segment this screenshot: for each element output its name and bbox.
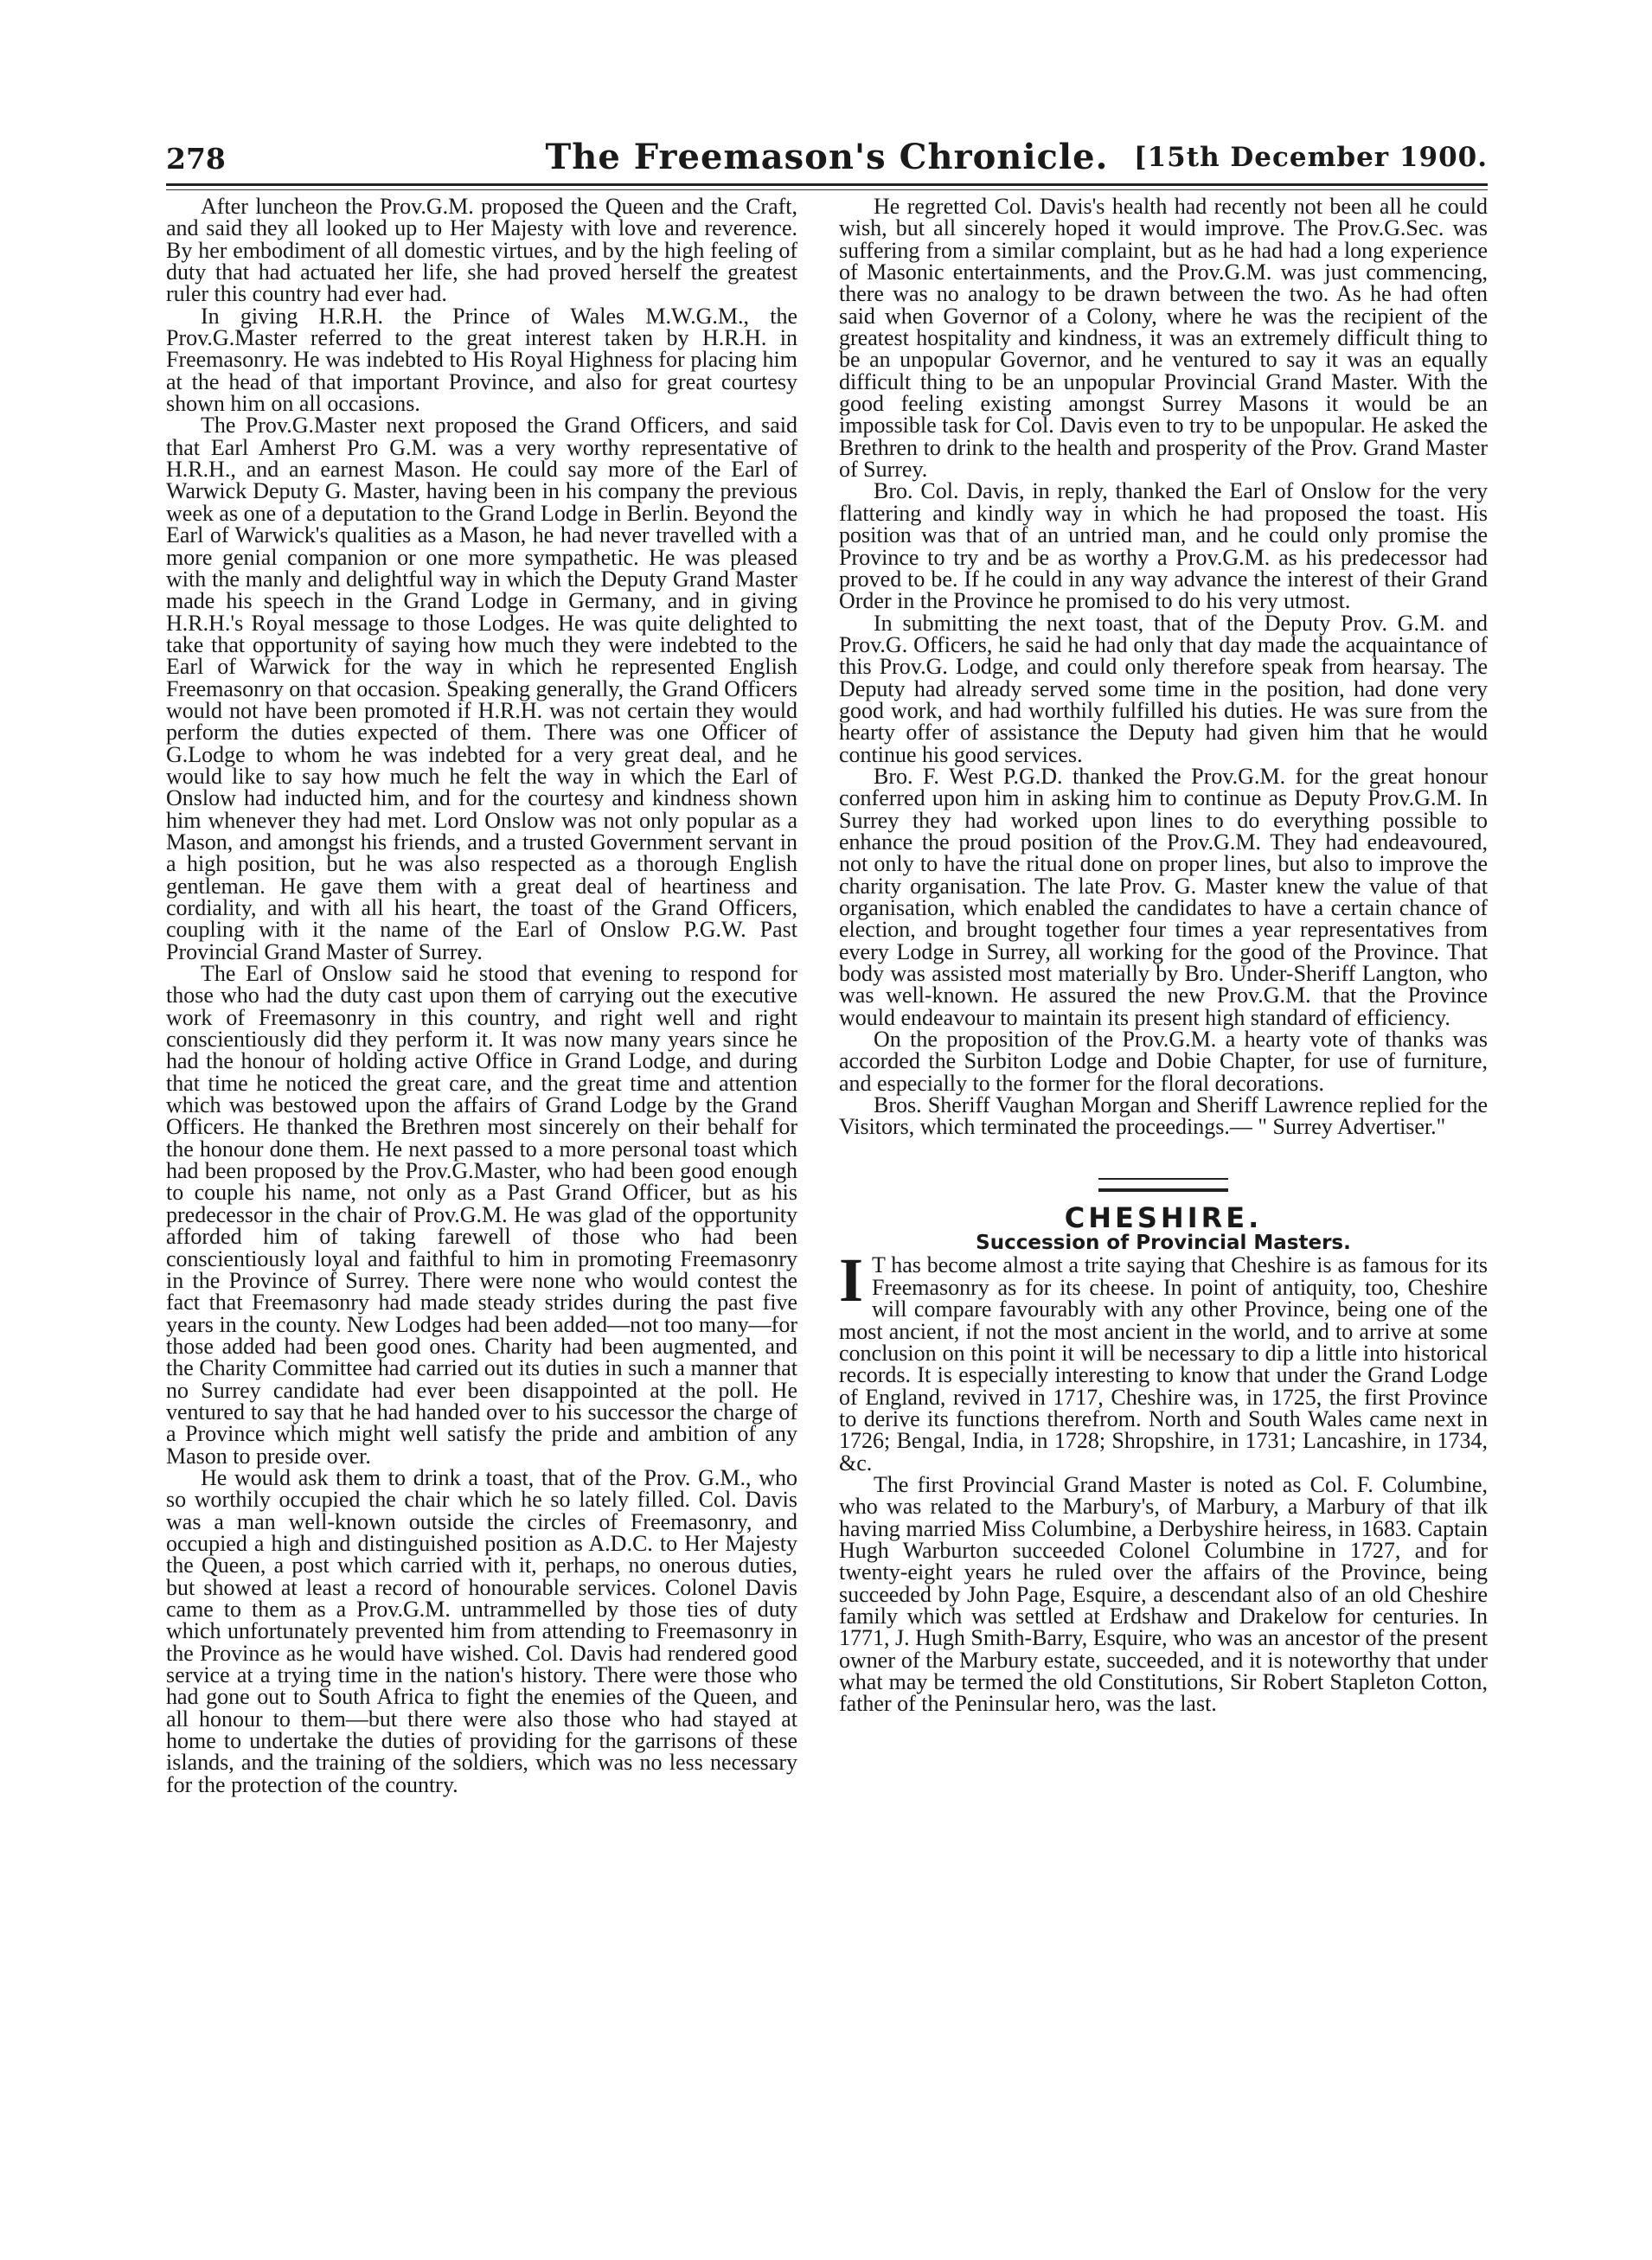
article-paragraph: He regretted Col. Davis's health had recently not been all he could wish, but all sincerely hoped it would improve. The Prov.G.Sec. was suffering from a similar complaint, but as he had had a long experience of Masonic entertainments, and the Prov.G.M. was just commencing, there was no analogy to be drawn between the two. As he had often said when Governor of a Colony, where he was the recipient of the greatest hospitality and kindness, it was an extremely difficult thing to be an unpopular Governor, and he ventured to say it was an equally difficult thing to be an unpopular Provincial Grand Master. With the good feeling existing amongst Surrey Masons it would be an impossible task for Col. Davis even to try to be unpopular. He asked the Brethren to drink to the health and prosperity of the Prov. Grand Master of Surrey. [839,194,1488,483]
article-paragraph: On the proposition of the Prov.G.M. a hearty vote of thanks was accorded the Surbiton Lodge and Dobie Chapter, for use of furniture, and especially to the former for the floral decorations. [839,1027,1488,1096]
section-ornament-rule [1098,1178,1228,1192]
section-opening-text: T has become almost a trite saying that Cheshire is as famous for its Freemasonry as for its cheese. In point of antiquity, too, Cheshire will compare favourably with any other Province, being one of the most ancient, if not the most ancient in the world, and to arrive at some conclusion on this point it will be necessary to dip a little into historical records. It is especially interesting to know that under the Grand Lodge of England, revived in 1717, Cheshire was, in 1725, the first Province to derive its functions therefrom. North and South Wales came next in 1726; Bengal, India, in 1728; Shropshire, in 1731; Lancashire, in 1734, &c. [839,1252,1488,1476]
article-paragraph: The Prov.G.Master next proposed the Grand Officers, and said that Earl Amherst Pro G.M. was a very worthy representative of H.R.H., and an earnest Mason. He could say more of the Earl of Warwick Deputy G. Master, having been in his company the previous week as one of a deputation to the Grand Lodge in Berlin. Beyond the Earl of Warwick's qualities as a Mason, he had never travelled with a more genial companion or one more sympathetic. He was pleased with the manly and delightful way in which the Deputy Grand Master made his speech in the Grand Lodge in Germany, and in giving H.R.H.'s Royal message to those Lodges. He was quite delighted to take that opportunity of saying how much they were indebted to the Earl of Warwick for the way in which he represented English Freemasonry on that occasion. Speaking generally, the Grand Officers would not have been promoted if H.R.H. was not certain they would perform the duties expected of them. There was one Officer of G.Lodge to whom he was indebted for a very great deal, and he would like to say how much he felt the way in which the Earl of Onslow had inducted him, and for the courtesy and kindness shown him whenever they had met. Lord Onslow was not only popular as a Mason, and amongst his friends, and a trusted Government servant in a high position, but he was also respected as a thorough English gentleman. He gave them with a great deal of heartiness and cordiality, and with all his heart, the toast of the Grand Officers, coupling with it the name of the Earl of Onslow P.G.W. Past Provincial Grand Master of Surrey. [166,413,797,964]
section-opening-paragraph [839,1245,1488,1476]
article-paragraph: Bros. Sheriff Vaughan Morgan and Sheriff Lawrence replied for the Visitors, which terminated the proceedings.— " Surrey Advertiser." [839,1092,1488,1140]
page-number: 278 [166,142,226,176]
header-rule-thin [166,189,1488,190]
article-paragraph: The Earl of Onslow said he stood that evening to respond for those who had the duty cast upon them of carrying out the executive work of Freemasonry in this country, and right well and right conscientiously did they perform it. It was now many years since he had the honour of holding active Office in Grand Lodge, and during that time he noticed the great care, and the great time and attention which was bestowed upon the affairs of Grand Lodge by the Grand Officers. He thanked the Brethren most sincerely on their behalf for the honour done them. He next passed to a more personal toast which had been proposed by the Prov.G.Master, who had been good enough to couple his name, not only as a Past Grand Officer, but as his predecessor in the chair of Prov.G.M. He was glad of the opportunity afforded him of taking farewell of those who had been conscientiously loyal and faithful to him in promoting Freemasonry in the Province of Surrey. There were none who would contest the fact that Freemasonry had made steady strides during the past five years in the county. New Lodges had been added—not too many—for those added had been good ones. Charity had been augmented, and the Charity Committee had carried out its duties in such a manner that no Surrey candidate had ever been disappointed at the poll. He ventured to say that he had handed over to his successor the charge of a Province which might well satisfy the pride and ambition of any Mason to preside over. [166,961,797,1469]
article-paragraph: Bro. Col. Davis, in reply, thanked the Earl of Onslow for the very flattering and kindly way in which he had proposed the toast. His position was that of an untried man, and he could only promise the Province to try and be as worthy a Prov.G.M. as his predecessor had proved to be. If he could in any way advance the interest of their Grand Order in the Province he promised to do his very utmost. [839,478,1488,614]
right-column [839,195,1488,1715]
header-rule [166,183,1488,186]
article-paragraph: He would ask them to drink a toast, that of the Prov. G.M., who so worthily occupied the chair which he so lately filled. Col. Davis was a man well-known outside the circles of Freemasonry, and occupied a high and distinguished position as A.D.C. to Her Majesty the Queen, a post which carried with it, perhaps, no onerous duties, but showed at least a record of honourable services. Colonel Davis came to them as a Prov.G.M. untrammelled by those ties of duty which unfortunately prevented him from attending to Freemasonry in the Province as he would have wished. Col. Davis had rendered good service at a trying time in the nation's history. There were those who had gone out to South Africa to fight the enemies of the Queen, and all honour to them—but there were also those who had stayed at home to undertake the duties of providing for the garrisons of these islands, and the training of the soldiers, which was no less necessary for the protection of the country. [166,1464,797,1797]
article-paragraph: Bro. F. West P.G.D. thanked the Prov.G.M. for the great honour conferred upon him in asking him to continue as Deputy Prov.G.M. In Surrey they had worked upon lines to do everything possible to enhance the proud position of the Prov.G.M. They had endeavoured, not only to have the ritual done on proper lines, but also to improve the charity organisation. The late Prov. G. Master knew the value of that organisation, which enabled the candidates to have a certain chance of election, and brought together four times a year representatives from every Lodge in Surrey, all working for the good of the Province. That body was assisted most materially by Bro. Under-Sheriff Langton, who was well-known. He assured the new Prov.G.M. that the Province would endeavour to maintain its present high standard of efficiency. [839,763,1488,1030]
article-paragraph: In giving H.R.H. the Prince of Wales M.W.G.M., the Prov.G.Master referred to the great interest taken by H.R.H. in Freemasonry. He was indebted to His Royal Highness for placing him at the head of that important Province, and also for great courtesy shown him on all occasions. [166,303,797,417]
article-paragraph: The first Provincial Grand Master is noted as Col. F. Columbine, who was related to the Marbury's, of Marbury, a Marbury of that ilk having married Miss Columbine, a Derbyshire heiress, in 1683. Captain Hugh Warburton succeeded Colonel Columbine in 1727, and for twenty-eight years he ruled over the affairs of the Province, being succeeded by John Page, Esquire, a descendant also of an old Cheshire family which was settled at Erdshaw and Drakelow for centuries. In 1771, J. Hugh Smith-Barry, Esquire, who was an ancestor of the present owner of the Marbury estate, succeeded, and it is noteworthy that under what may be termed the old Constitutions, Sir Robert Stapleton Cotton, father of the Peninsular hero, was the last. [839,1471,1488,1717]
masthead-title: The Freemason's Chronicle. [545,137,1109,177]
issue-date: [15th December 1900. [1133,142,1488,173]
section-heading: CHESHIRE. [1064,1200,1263,1234]
article-paragraph: After luncheon the Prov.G.M. proposed the Queen and the Craft, and said they all looked up to Her Majesty with love and reverence. By her embodiment of all domestic virtues, and by the high feeling of duty that had actuated her life, she had proved herself the greatest ruler this country had ever had. [166,194,797,307]
drop-cap: I [839,1245,864,1316]
section-subheading: Succession of Provincial Masters. [976,1232,1351,1255]
page-header [166,137,1488,189]
article-paragraph: In submitting the next toast, that of the Deputy Prov. G.M. and Prov.G. Officers, he said he had only that day made the acquaintance of this Prov.G. Lodge, and could only therefore speak from hearsay. The Deputy had already served some time in the position, had done very good work, and had worthily fulfilled his duties. He was sure from the hearty offer of assistance the Deputy had given him that he would continue his good services. [839,610,1488,767]
left-column [166,195,797,1796]
